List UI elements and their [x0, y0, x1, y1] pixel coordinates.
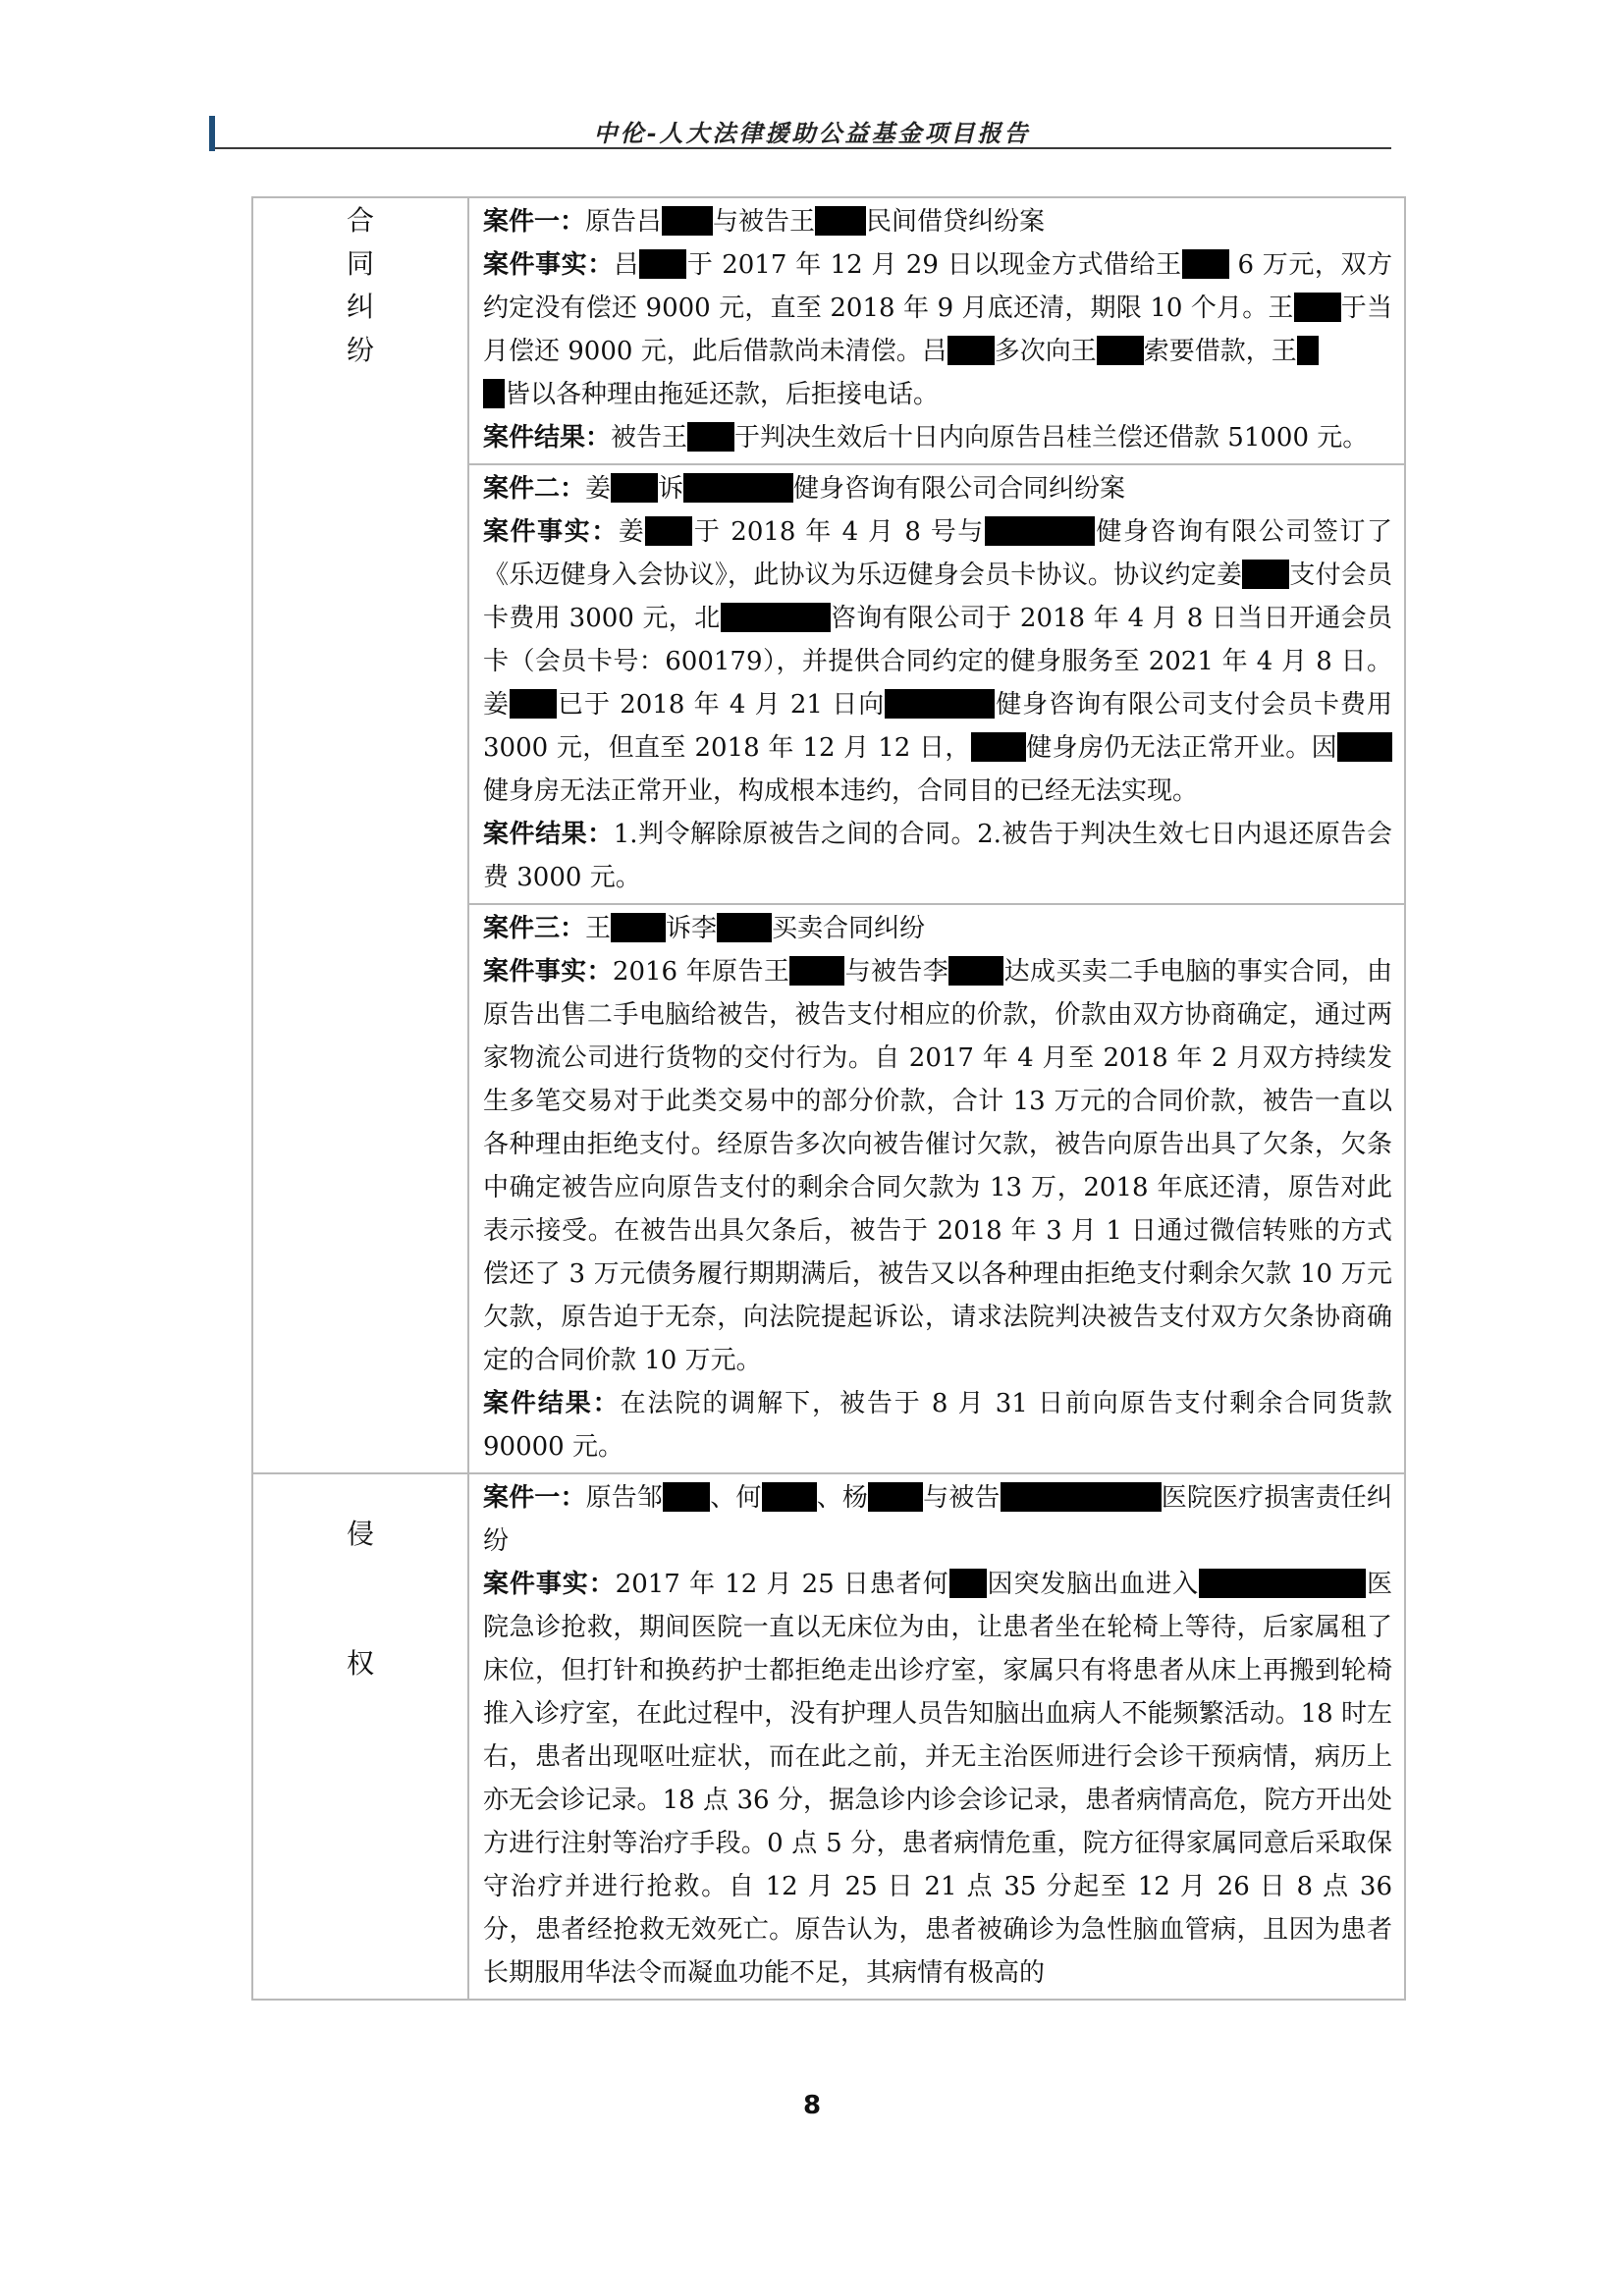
- redaction: [985, 516, 1095, 546]
- redaction: [611, 913, 666, 942]
- category-char: 同: [346, 247, 374, 280]
- case-contract-3: [468, 904, 1405, 1473]
- case-result: 案件结果：1.判令解除原被告之间的合同。2.被告于判决生效七日内退还原告会费 3000 元。: [483, 820, 1392, 892]
- redaction: [1337, 732, 1392, 762]
- category-label: [347, 199, 374, 372]
- page-number: 8: [802, 2091, 822, 2120]
- redaction: [662, 206, 713, 236]
- category-char: 纷: [346, 334, 374, 366]
- case-facts: 案件事实：2017 年 12 月 25 日患者何 因突发脑出血进入 医院急诊抢救，期间医院一直以无床位为由，让患者坐在轮椅上等待，后家属租了床位，但打针和换药护士都拒绝走出诊疗室，家属只有将患者从床上再搬到轮椅推入诊疗室，在此过程中，没有护理人员告知脑出血病人不能频繁活动。18 时左右，患者出现呕吐症状，而在此之前，并无主治医师进行会诊干预病情，病历上亦无会诊记录。18 点 36 分，据急诊内诊会诊记录，患者病情高危，院方开出处方进行注射等治疗手段。0 点 5 分，患者病情危重，院方征得家属同意后采取保守治疗并进行抢救。自 12 月 25 日 21 点 35 分起至 12 月 26 日 8 点 36 分，患者经抢救无效死亡。原告认为，患者被确诊为急性脑血管病，且因为患者长期服用华法令而凝血功能不足，其病情有极高的: [483, 1570, 1392, 1988]
- redaction: [762, 1482, 817, 1512]
- case-contract-1: [468, 197, 1405, 464]
- redaction: [721, 603, 831, 632]
- redaction: [1097, 336, 1144, 365]
- category-char: 权: [346, 1647, 374, 1680]
- case-facts: 案件事实：2016 年原告王 与被告李 达成买卖二手电脑的事实合同，由原告出售二手电脑给被告，被告支付相应的价款，价款由双方协商确定，通过两家物流公司进行货物的交付行为。自 2017 年 4 月至 2018 年 2 月双方持续发生多笔交易对于此类交易中的部分价款，合计 13 万元的合同价款，被告一直以各种理由拒绝支付。经原告多次向被告催讨欠款，被告向原告出具了欠条，欠条中确定被告应向原告支付的剩余合同欠款为 13 万，2018 年底还清，原告对此表示接受。在被告出具欠条后，被告于 2018 年 3 月 1 日通过微信转账的方式偿还了 3 万元债务履行期期满后，被告又以各种理由拒绝支付剩余欠款 10 万元欠款，原告迫于无奈，向法院提起诉讼，请求法院判决被告支付双方欠条协商确定的合同价款 10 万元。: [483, 957, 1392, 1375]
- redaction: [611, 473, 658, 503]
- header-rule: [215, 147, 1391, 149]
- case-facts: 案件事实：姜 于 2018 年 4 月 8 号与 健身咨询有限公司签订了《乐迈健身入会协议》，此协议为乐迈健身会员卡协议。协议约定姜 支付会员卡费用 3000 元，北 咨询有限公司于 2018 年 4 月 8 日当日开通会员卡（会员卡号：600179），并提供合同约定的健身服务至 2021 年 4 月 8 日。姜 已于 2018 年 4 月 21 日向 健身咨询有限公司支付会员卡费用 3000 元，但直至 2018 年 12 月 12 日， 健身房仍无法正常开业。因健身房无法正常开业，构成根本违约，合同目的已经无法实现。: [483, 517, 1393, 806]
- category-char: 纠: [346, 291, 374, 323]
- redaction: [949, 1569, 987, 1598]
- redaction: [645, 516, 692, 546]
- redaction: [868, 1482, 923, 1512]
- redaction: [1199, 1569, 1366, 1598]
- redaction: [789, 956, 844, 986]
- redaction: [885, 689, 995, 719]
- case-result: 案件结果：被告王 于判决生效后十日内向原告吕桂兰偿还借款 51000 元。: [483, 423, 1369, 453]
- redaction: [1242, 560, 1289, 589]
- redaction: [1297, 336, 1319, 365]
- redaction: [510, 689, 557, 719]
- case-table: [251, 196, 1406, 2001]
- redaction: [947, 336, 995, 365]
- case-facts: 案件事实：吕 于 2017 年 12 月 29 日以现金方式借给王 6 万元，双方约定没有偿还 9000 元，直至 2018 年 9 月底还清，期限 10 个月。王 于当月偿还 9000 元，此后借款尚未清偿。吕 多次向王 索要借款，王 皆以各种理由拖延还款，后拒接电话。: [483, 250, 1392, 409]
- redaction: [815, 206, 866, 236]
- category-char: 合: [346, 204, 374, 237]
- case-result: 案件结果：在法院的调解下，被告于 8 月 31 日前向原告支付剩余合同货款 90000 元。: [483, 1389, 1392, 1462]
- redaction: [1294, 293, 1341, 322]
- report-header-title: 中伦-人大法律援助公益基金项目报告: [593, 119, 1031, 147]
- category-label: [347, 1475, 374, 1774]
- redaction: [1001, 1482, 1162, 1512]
- redaction: [687, 422, 734, 452]
- case-title: 案件三：王 诉李 买卖合同纠纷: [483, 914, 926, 943]
- case-tort-1: [468, 1473, 1405, 2000]
- redaction: [639, 249, 686, 279]
- redaction: [1182, 249, 1229, 279]
- case-title: 案件一：原告吕 与被告王 民间借贷纠纷案: [483, 207, 1046, 237]
- category-char: 侵: [346, 1518, 374, 1550]
- redaction: [948, 956, 1003, 986]
- redaction: [483, 379, 505, 408]
- category-tort: [252, 1473, 468, 2000]
- case-title: 案件一：原告邹 、何 、杨 与被告 医院医疗损害责任纠纷: [483, 1483, 1392, 1556]
- category-contract: [252, 197, 468, 1473]
- case-title: 案件二：姜 诉 健身咨询有限公司合同纠纷案: [483, 474, 1126, 504]
- redaction: [971, 732, 1026, 762]
- redaction: [663, 1482, 710, 1512]
- redaction: [683, 473, 793, 503]
- case-contract-2: [468, 464, 1405, 904]
- redaction: [717, 913, 772, 942]
